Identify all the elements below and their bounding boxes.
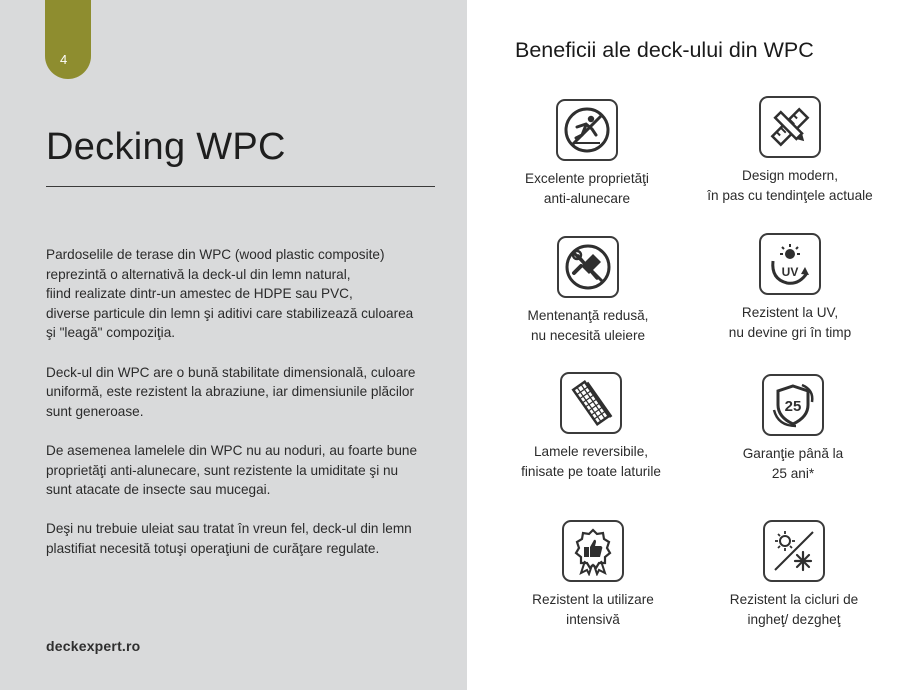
title-divider (46, 186, 435, 187)
benefit-label: Rezistent la UV, nu devine gri în timp (728, 305, 852, 340)
benefit-modern-design (680, 96, 900, 206)
benefit-label: Rezistent la utilizare intensivă (532, 592, 654, 627)
paragraph: Deşi nu trebuie uleiat sau tratat în vreun fel, deck-ul din lemn plastifiat necesită totuşi operaţiuni de curăţare regulate. (46, 521, 412, 556)
paragraph: De asemenea lamelele din WPC nu au noduri, au foarte bune proprietăţi anti-alunecare, sunt rezistente la umiditate şi nu sunt atacate de insecte sau mucegai. (46, 442, 418, 498)
benefit-label: Lamele reversibile, finisate pe toate laturile (521, 444, 661, 479)
benefit-label: Excelente proprietăţi anti-alunecare (525, 171, 649, 206)
warranty-years-text: 25 (784, 398, 802, 415)
paragraph: Deck-ul din WPC are o bună stabilitate dimensională, culoare uniformă, este rezistent la abraziune, iar dimensiunile plăcilor sunt generoase. (46, 364, 416, 419)
benefit-intensive-use (483, 520, 703, 630)
description-text (46, 245, 456, 578)
sun-snowflake-icon (763, 520, 825, 582)
no-slip-icon (556, 99, 618, 161)
page-title: Decking WPC (46, 126, 286, 168)
benefit-label: Rezistent la cicluri de ingheţ/ dezgheţ (729, 592, 859, 627)
no-maintenance-icon (557, 236, 619, 298)
benefit-label: Garanţie până la 25 ani* (742, 446, 844, 481)
benefit-low-maintenance (478, 236, 698, 346)
benefit-warranty (683, 374, 903, 484)
design-tools-icon (759, 96, 821, 158)
reversible-board-icon (560, 372, 622, 434)
page-number: 4 (60, 52, 68, 67)
thumbs-up-badge-icon (562, 520, 624, 582)
benefit-freeze-thaw (684, 520, 904, 630)
warranty-shield-icon (762, 374, 824, 436)
benefit-anti-slip (477, 99, 697, 209)
page-number-tab (45, 0, 91, 79)
paragraph: Pardoselile de terase din WPC (wood plastic composite) reprezintă o alternativă la deck-ul din lemn natural, fiind realizate dintr-un amestec de HDPE sau PVC, diverse particule din lemn şi aditivi care stabilizează culoarea şi "leagă" compoziţia. (46, 247, 414, 341)
benefits-title: Beneficii ale deck-ului din WPC (515, 38, 814, 62)
benefit-label: Design modern, în pas cu tendinţele actuale (707, 168, 873, 203)
benefit-label: Mentenanţă redusă, nu necesită uleiere (527, 308, 649, 343)
uv-text: UV (781, 265, 799, 279)
website-link[interactable]: deckexpert.ro (46, 638, 141, 654)
benefit-reversible-boards (481, 372, 701, 482)
benefit-uv-resistant (680, 233, 900, 343)
uv-resistant-icon (759, 233, 821, 295)
